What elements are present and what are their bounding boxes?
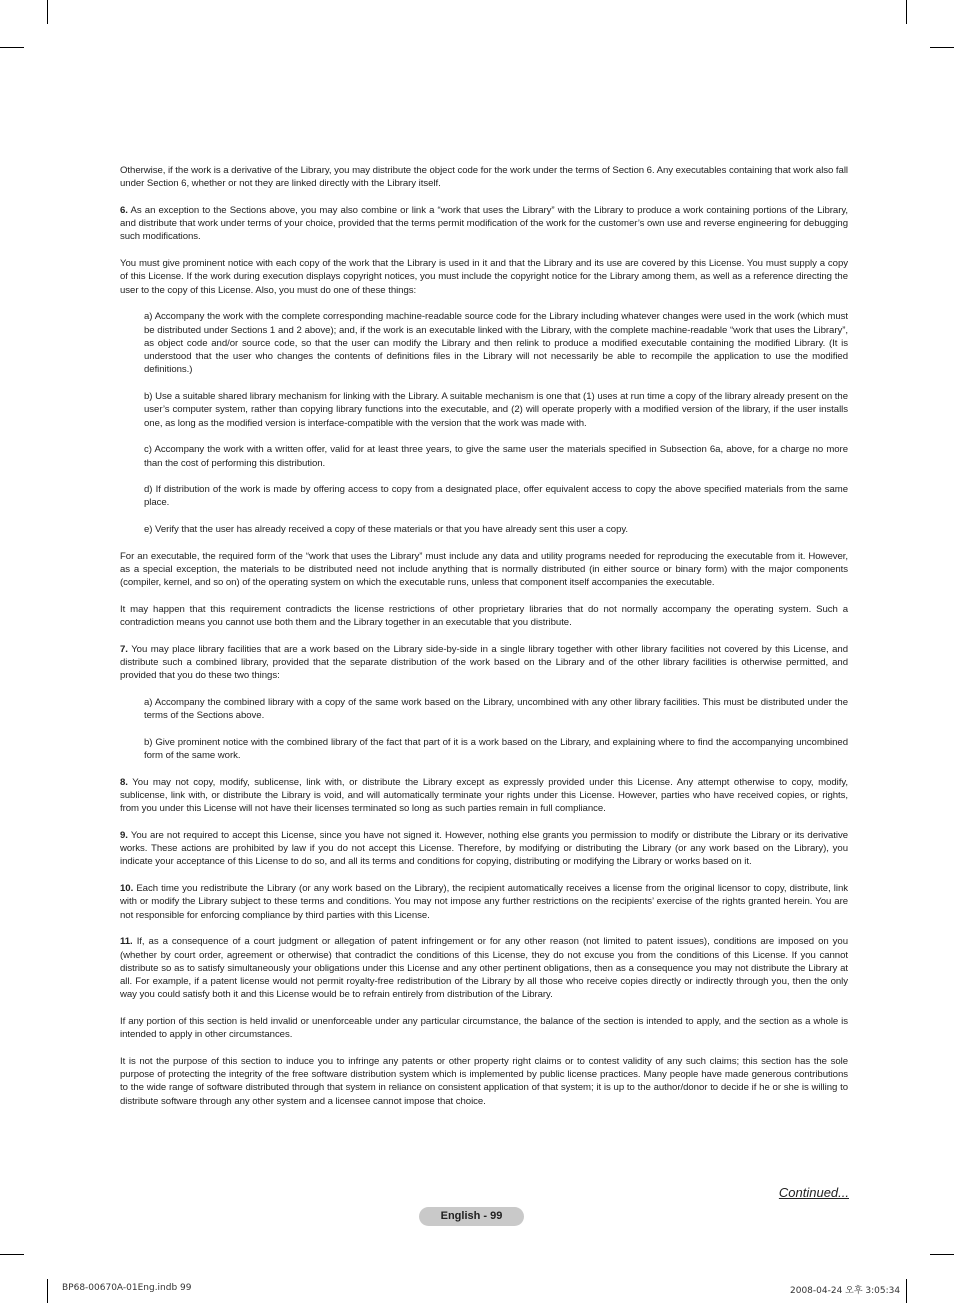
crop-mark bbox=[0, 1254, 24, 1255]
section-text: Each time you redistribute the Library (or any work based on the Library), the recipient automatically receives a license from the original licensor to copy, distribute, link with or modify the Library subject to these terms and conditions. You may not impose any further restrictions on the recipients’ exercise of the rights granted herein. You are not responsible for enforcing compliance by third parties with this License. bbox=[120, 883, 848, 921]
file-slug: BP68-00670A-01Eng.indb 99 bbox=[62, 1283, 192, 1293]
section-number: 10. bbox=[120, 883, 134, 895]
crop-mark bbox=[47, 1279, 48, 1303]
list-item: b) Use a suitable shared library mechanism for linking with the Library. A suitable mechanism is one that (1) uses at run time a copy of the library already present on the user’s computer system, rather than copying library functions into the executable, and (2) will operate properly with a modified version of the library, if the user installs one, as long as the modified version is interface-compatible with the version that the work was made with. bbox=[144, 391, 848, 429]
paragraph: It may happen that this requirement contradicts the license restrictions of other proprietary libraries that do not normally accompany the operating system. Such a contradiction means you cannot use both them and the Library together in an executable that you distribute. bbox=[120, 603, 848, 629]
section-text: If, as a consequence of a court judgment or allegation of patent infringement or for any other reason (not limited to patent issues), conditions are imposed on you (whether by court order, agreement or otherwise) that contradict the conditions of this License, they do not excuse you from the conditions of this License. If you cannot distribute so as to satisfy simultaneously your obligations under this License and any other pertinent obligations, then as a consequence you may not distribute the Library at all. For example, if a patent license would not permit royalty-free redistribution of the Library by all those who receive copies directly or indirectly through you, then the only way you could satisfy both it and this License would be to refrain entirely from distribution of the Library. bbox=[120, 936, 848, 1001]
section-number: 6. bbox=[120, 204, 128, 216]
section-7 bbox=[120, 643, 848, 683]
section-text: You are not required to accept this License, since you have not signed it. However, nothing else grants you permission to modify or distribute the Library or its derivative works. These actions are prohibited by law if you do not accept this License. Therefore, by modifying or distributing the Library (or any work based on the Library), you indicate your acceptance of this License to do so, and all its terms and conditions for copying, distributing or modifying the Library or works based on it. bbox=[120, 829, 848, 868]
list-item: c) Accompany the work with a written offer, valid for at least three years, to give the same user the materials specified in Subsection 6a, above, for a charge no more than the cost of performing this distribution. bbox=[144, 444, 848, 469]
section-number: 8. bbox=[120, 776, 128, 788]
license-text bbox=[120, 164, 848, 1121]
list-item: e) Verify that the user has already received a copy of these materials or that you have already sent this user a copy. bbox=[144, 524, 629, 536]
section-number: 9. bbox=[120, 829, 128, 841]
section-text: You may not copy, modify, sublicense, link with, or distribute the Library except as expressly provided under this License. Any attempt otherwise to copy, modify, sublicense, link with, or distribute the Library is void, and will automatically terminate your rights under this License. However, parties who have received copies, or rights, from you under this License will not have their licenses terminated so long as such parties remain in full compliance. bbox=[120, 776, 848, 815]
continued-label: Continued... bbox=[778, 1185, 849, 1200]
crop-mark bbox=[0, 47, 24, 48]
list-item: a) Accompany the work with the complete corresponding machine-readable source code for the Library including whatever changes were used in the work (which must be distributed under Sections 1 and 2 above); and, if the work is an executable linked with the Library, with the complete machine-readable “work that uses the Library”, as object code and/or source code, so that the user can modify the Library and then relink to produce a modified executable containing the modified Library. (It is understood that the user who changes the contents of definitions files in the Library will not necessarily be able to recompile the application to use the modified definitions.) bbox=[144, 311, 848, 376]
crop-mark bbox=[906, 1279, 907, 1303]
paragraph: For an executable, the required form of the “work that uses the Library” must include any data and utility programs needed for reproducing the executable from it. However, as a special exception, the materials to be distributed need not include anything that is normally distributed (in either source or binary form) with the major components (compiler, kernel, and so on) of the operating system on which the executable runs, unless that component itself accompanies the executable. bbox=[120, 550, 848, 589]
list-item: a) Accompany the combined library with a copy of the same work based on the Library, uncombined with any other library facilities. This must be distributed under the terms of the Sections above. bbox=[144, 696, 848, 722]
section-10 bbox=[120, 882, 848, 922]
print-timestamp: 2008-04-24 오후 3:05:34 bbox=[790, 1286, 901, 1296]
section-6 bbox=[120, 204, 848, 244]
crop-mark bbox=[906, 0, 907, 24]
list-item: d) If distribution of the work is made by offering access to copy from a designated place, offer equivalent access to copy the above specified materials from the same place. bbox=[144, 484, 848, 509]
page-number-badge: English - 99 bbox=[419, 1207, 524, 1226]
paragraph: If any portion of this section is held invalid or unenforceable under any particular circumstance, the balance of the section is intended to apply, and the section as a whole is intended to apply in other circumstances. bbox=[120, 1016, 848, 1041]
section-11 bbox=[120, 935, 848, 1001]
section-9 bbox=[120, 829, 848, 869]
paragraph: You must give prominent notice with each copy of the work that the Library is used in it and that the Library and its use are covered by this License. You must supply a copy of this License. If the work during execution displays copyright notices, you must include the copyright notice for the Library among them, as well as a reference directing the user to the copy of this License. Also, you must do one of these things: bbox=[120, 258, 848, 296]
crop-mark bbox=[930, 47, 954, 48]
section-number: 7. bbox=[120, 643, 128, 655]
section-text: You may place library facilities that are a work based on the Library side-by-side in a single library together with other library facilities not covered by this License, and distribute such a combined library, provided that the separate distribution of the work based on the Library and of the other library facilities is otherwise permitted, and provided that you do these two things: bbox=[120, 643, 848, 682]
section-text: As an exception to the Sections above, you may also combine or link a “work that uses the Library” with the Library to produce a work containing portions of the Library, and distribute that work under terms of your choice, provided that the terms permit modification of the work for the customer’s own use and reverse engineering for debugging such modifications. bbox=[120, 204, 848, 243]
list-item: b) Give prominent notice with the combined library of the fact that part of it is a work based on the Library, and explaining where to find the accompanying uncombined form of the same work. bbox=[144, 736, 848, 762]
paragraph: It is not the purpose of this section to induce you to infringe any patents or other property right claims or to contest validity of any such claims; this section has the sole purpose of protecting the integrity of the free software distribution system which is implemented by public license practices. Many people have made generous contributions to the wide range of software distributed through that system in reliance on consistent application of that system; it is up to the author/donor to decide if he or she is willing to distribute software through any other system and a licensee cannot impose that choice. bbox=[120, 1055, 848, 1107]
crop-mark bbox=[930, 1254, 954, 1255]
section-number: 11. bbox=[120, 936, 133, 948]
paragraph: Otherwise, if the work is a derivative of the Library, you may distribute the object code for the work under the terms of Section 6. Any executables containing that work also fall under Section 6, whether or not they are linked directly with the Library itself. bbox=[120, 165, 848, 190]
crop-mark bbox=[47, 0, 48, 24]
section-8 bbox=[120, 776, 848, 816]
